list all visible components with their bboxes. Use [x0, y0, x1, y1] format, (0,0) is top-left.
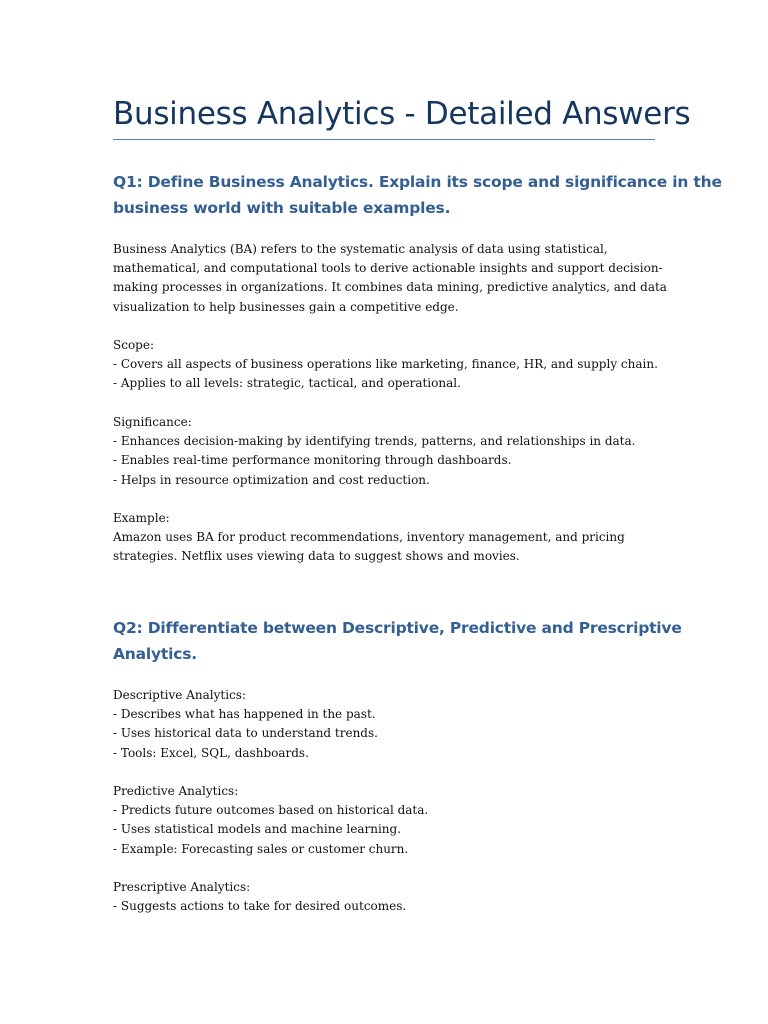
q1-scope-section: [113, 336, 673, 394]
q2-descriptive-label: Descriptive Analytics:: [113, 688, 246, 702]
q1-significance-label: Significance:: [113, 415, 192, 429]
q2-descriptive-section: [113, 686, 673, 763]
q1-significance-item-3: - Helps in resource optimization and cost reduction.: [113, 472, 430, 487]
title-underline: [113, 139, 655, 140]
q2-predictive-label: Predictive Analytics:: [113, 784, 239, 798]
q2-prescriptive-section: [113, 878, 673, 916]
q2-descriptive-item-1: - Describes what has happened in the past.: [113, 707, 376, 722]
q1-example-label: Example:: [113, 511, 170, 525]
q1-significance-section: [113, 413, 673, 490]
q2-heading-line-2: Analytics.: [113, 645, 197, 663]
q2-predictive-item-1: - Predicts future outcomes based on historical data.: [113, 803, 429, 818]
q2-prescriptive-item-1: - Suggests actions to take for desired outcomes.: [113, 899, 407, 914]
q1-intro-line-1: Business Analytics (BA) refers to the systematic analysis of data using statistical,: [113, 242, 608, 256]
q1-scope-item-1: - Covers all aspects of business operations like marketing, finance, HR, and supply chain.: [113, 357, 658, 372]
q1-heading-line-1: Q1: Define Business Analytics. Explain its scope and significance in the: [113, 173, 722, 191]
q2-predictive-item-3: - Example: Forecasting sales or customer churn.: [113, 841, 409, 856]
q1-significance-item-1: - Enhances decision-making by identifying trends, patterns, and relationships in data.: [113, 434, 636, 449]
q1-significance-item-2: - Enables real-time performance monitoring through dashboards.: [113, 453, 512, 468]
q1-intro-line-4: visualization to help businesses gain a competitive edge.: [113, 299, 459, 314]
q2-prescriptive-label: Prescriptive Analytics:: [113, 880, 251, 894]
q1-scope-item-2: - Applies to all levels: strategic, tactical, and operational.: [113, 376, 461, 391]
q1-scope-label: Scope:: [113, 338, 154, 352]
q1-example-line-2: strategies. Netflix uses viewing data to suggest shows and movies.: [113, 549, 520, 564]
q2-predictive-item-2: - Uses statistical models and machine learning.: [113, 822, 402, 837]
q1-heading-line-2: business world with suitable examples.: [113, 199, 451, 217]
q2-predictive-section: [113, 782, 673, 859]
q2-heading: [113, 615, 682, 667]
q1-example-section: [113, 509, 673, 567]
q1-intro-paragraph: [113, 240, 673, 317]
q1-intro-line-3: making processes in organizations. It combines data mining, predictive analytics, and data: [113, 280, 667, 295]
q2-heading-line-1: Q2: Differentiate between Descriptive, Predictive and Prescriptive: [113, 619, 682, 637]
q2-descriptive-item-2: - Uses historical data to understand trends.: [113, 726, 378, 741]
document-title: Business Analytics - Detailed Answers: [113, 96, 691, 132]
q1-example-line-1: Amazon uses BA for product recommendations, inventory management, and pricing: [113, 530, 625, 545]
q1-heading: [113, 169, 722, 221]
q1-intro-line-2: mathematical, and computational tools to derive actionable insights and support decision-: [113, 261, 663, 276]
q2-descriptive-item-3: - Tools: Excel, SQL, dashboards.: [113, 745, 309, 760]
